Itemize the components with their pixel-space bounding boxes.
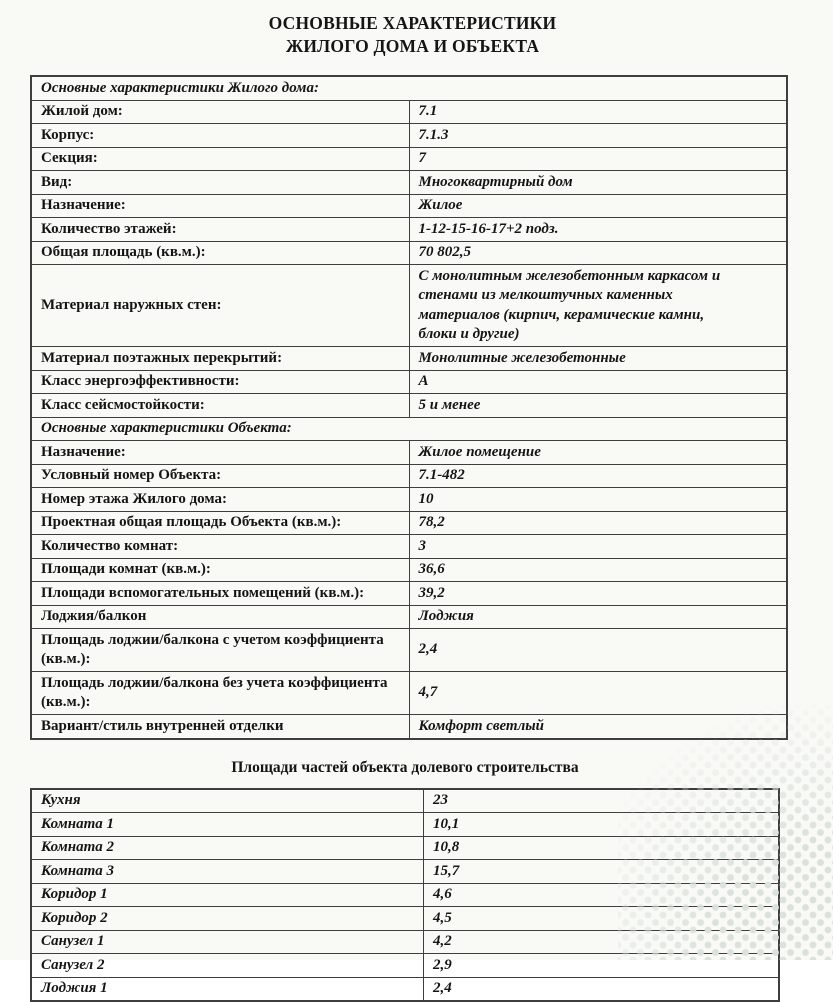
row-label: Секция: — [31, 147, 409, 171]
row-label: Площадь лоджии/балкона без учета коэффициента (кв.м.): — [31, 672, 409, 715]
table-row — [31, 194, 787, 218]
table-row — [31, 715, 787, 739]
table-row — [31, 558, 787, 582]
row-value: 1-12-15-16-17+2 подз. — [409, 218, 787, 242]
table-row — [31, 265, 787, 347]
table-row — [31, 464, 787, 488]
table-row — [31, 147, 787, 171]
main-characteristics-table — [30, 75, 788, 740]
row-value: 7.1 — [409, 100, 787, 124]
table-row — [31, 813, 779, 837]
document-title — [30, 0, 795, 58]
table-row — [31, 954, 779, 978]
row-value: 10,1 — [424, 813, 780, 837]
section-header-row — [31, 417, 787, 441]
table-row — [31, 488, 787, 512]
table-row — [31, 241, 787, 265]
row-value: Жилое помещение — [409, 441, 787, 465]
row-value: 36,6 — [409, 558, 787, 582]
row-label: Материал наружных стен: — [31, 265, 409, 347]
table-row — [31, 394, 787, 418]
row-label: Площади комнат (кв.м.): — [31, 558, 409, 582]
row-label: Материал поэтажных перекрытий: — [31, 347, 409, 371]
row-label: Класс сейсмостойкости: — [31, 394, 409, 418]
table-row — [31, 907, 779, 931]
table-row — [31, 605, 787, 629]
section-header-building: Основные характеристики Жилого дома: — [31, 76, 787, 100]
row-value: 7.1.3 — [409, 124, 787, 148]
row-value: 4,6 — [424, 883, 780, 907]
row-value: 10,8 — [424, 836, 780, 860]
row-value: 2,4 — [424, 977, 780, 1001]
table-row — [31, 629, 787, 672]
row-label: Проектная общая площадь Объекта (кв.м.): — [31, 511, 409, 535]
row-label: Лоджия 1 — [31, 977, 424, 1001]
row-label: Количество комнат: — [31, 535, 409, 559]
row-value: Монолитные железобетонные — [409, 347, 787, 371]
row-value: 2,4 — [409, 629, 787, 672]
row-label: Жилой дом: — [31, 100, 409, 124]
row-label: Корпус: — [31, 124, 409, 148]
section-header-object: Основные характеристики Объекта: — [31, 417, 787, 441]
row-value: 4,2 — [424, 930, 780, 954]
areas-table — [30, 788, 780, 1002]
document-title-line1: ОСНОВНЫЕ ХАРАКТЕРИСТИКИ — [268, 13, 557, 33]
row-label: Вариант/стиль внутренней отделки — [31, 715, 409, 739]
row-label: Комната 2 — [31, 836, 424, 860]
row-label: Условный номер Объекта: — [31, 464, 409, 488]
row-value: А — [409, 370, 787, 394]
row-label: Коридор 1 — [31, 883, 424, 907]
row-label: Кухня — [31, 789, 424, 813]
table-row — [31, 511, 787, 535]
row-label: Комната 1 — [31, 813, 424, 837]
table-row — [31, 860, 779, 884]
row-label: Санузел 2 — [31, 954, 424, 978]
table-row — [31, 124, 787, 148]
row-value: 23 — [424, 789, 780, 813]
document-title-line2: ЖИЛОГО ДОМА И ОБЪЕКТА — [285, 36, 540, 57]
table-row — [31, 977, 779, 1001]
section-header-row — [31, 76, 787, 100]
row-value: 4,5 — [424, 907, 780, 931]
row-label: Вид: — [31, 171, 409, 195]
table-row — [31, 347, 787, 371]
row-value: 15,7 — [424, 860, 780, 884]
row-value: Многоквартирный дом — [409, 171, 787, 195]
table-row — [31, 441, 787, 465]
row-value: 10 — [409, 488, 787, 512]
row-label: Общая площадь (кв.м.): — [31, 241, 409, 265]
row-label: Санузел 1 — [31, 930, 424, 954]
row-value: 39,2 — [409, 582, 787, 606]
row-value: 7 — [409, 147, 787, 171]
row-value: 4,7 — [409, 672, 787, 715]
table-row — [31, 836, 779, 860]
row-label: Лоджия/балкон — [31, 605, 409, 629]
row-value: Комфорт светлый — [409, 715, 787, 739]
table-row — [31, 370, 787, 394]
row-value: 78,2 — [409, 511, 787, 535]
row-label: Количество этажей: — [31, 218, 409, 242]
table-row — [31, 883, 779, 907]
row-value: С монолитным железобетонным каркасом и стенами из мелкоштучных каменных материалов (кирпич, керамические камни, блоки и другие) — [409, 265, 787, 347]
row-value: 2,9 — [424, 954, 780, 978]
table-row — [31, 171, 787, 195]
table-row — [31, 672, 787, 715]
row-label: Площади вспомогательных помещений (кв.м.): — [31, 582, 409, 606]
row-label: Назначение: — [31, 441, 409, 465]
table-row — [31, 789, 779, 813]
row-value: Жилое — [409, 194, 787, 218]
table-row — [31, 100, 787, 124]
row-label: Номер этажа Жилого дома: — [31, 488, 409, 512]
table-row — [31, 218, 787, 242]
row-label: Класс энергоэффективности: — [31, 370, 409, 394]
row-label: Комната 3 — [31, 860, 424, 884]
row-label: Коридор 2 — [31, 907, 424, 931]
table-row — [31, 535, 787, 559]
row-value: 7.1-482 — [409, 464, 787, 488]
areas-table-title: Площади частей объекта долевого строительства — [231, 758, 579, 776]
row-value: 70 802,5 — [409, 241, 787, 265]
row-value: 5 и менее — [409, 394, 787, 418]
row-value: Лоджия — [409, 605, 787, 629]
row-label: Назначение: — [31, 194, 409, 218]
row-label: Площадь лоджии/балкона с учетом коэффициента (кв.м.): — [31, 629, 409, 672]
table-row — [31, 582, 787, 606]
row-value: 3 — [409, 535, 787, 559]
table-row — [31, 930, 779, 954]
